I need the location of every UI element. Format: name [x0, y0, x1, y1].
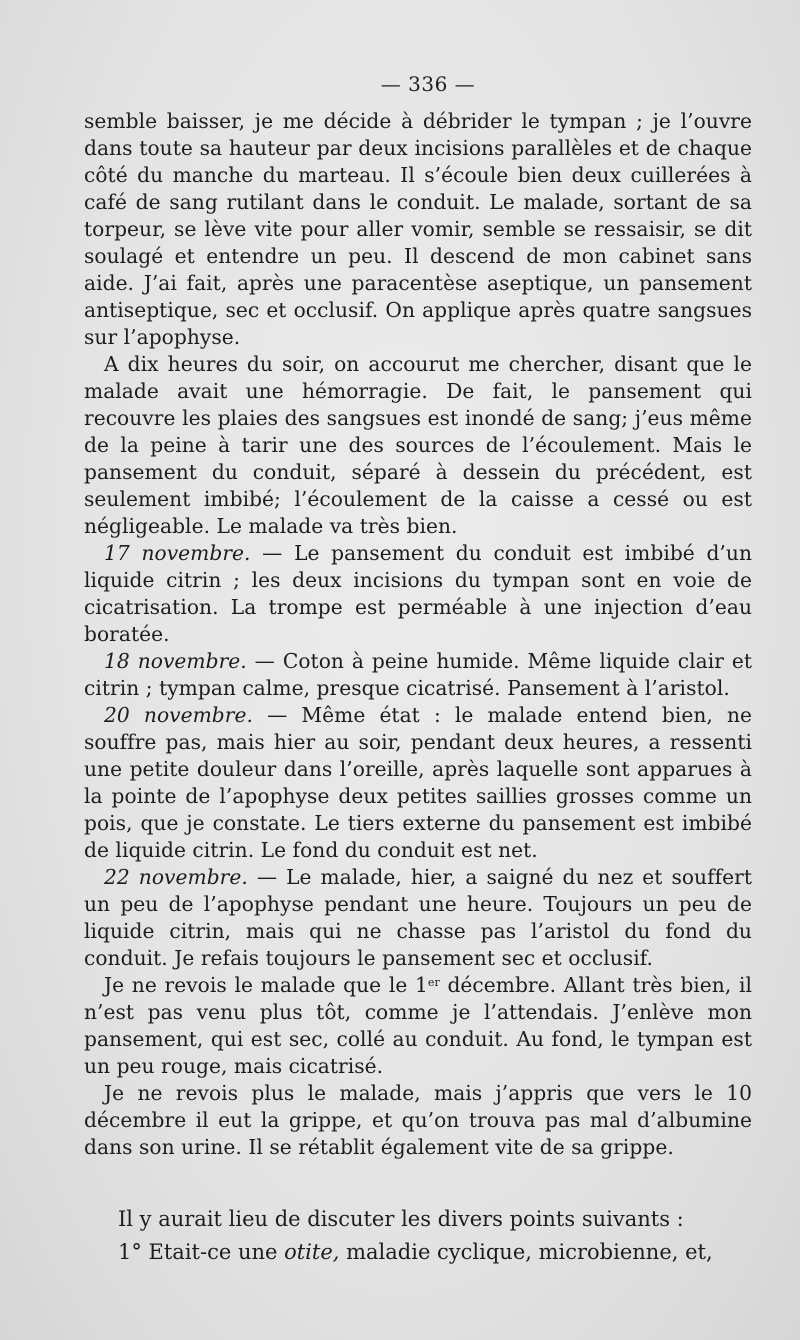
paragraph-2: [84, 351, 752, 540]
discussion-heading: Il y aurait lieu de discuter les divers points suivants :: [118, 1207, 684, 1231]
entry-20-novembre: [84, 702, 752, 864]
paragraph-text: Je ne revois plus le malade, mais j’appris que vers le 10 décembre il eut la grippe, et qu’on trouva pas mal d’albumine dans son urine. Il se rétablit également vite de sa grippe.: [84, 1081, 752, 1159]
discussion-section: [84, 1203, 752, 1269]
item-prefix: 1° Etait-ce une: [118, 1240, 285, 1264]
paragraph-text-rest: décembre. Allant très bien, il n’est pas venu plus tôt, comme je l’attendais. J’enlève mon pansement, qui est sec, collé au conduit. Au fond, le tympan est un peu rouge, mais cicatrisé.: [84, 973, 752, 1078]
entry-text: — Le pansement du conduit est imbibé d’un liquide citrin ; les deux incisions du tympan sont en voie de cicatrisation. La trompe est perméable à une injection d’eau boratée.: [84, 541, 753, 646]
entry-text: — Même état : le malade entend bien, ne souffre pas, mais hier au soir, pendant deux heures, a ressenti une petite douleur dans l’oreille, après laquelle sont apparues à la pointe de l’apophyse deux petites saillies grosses comme un pois, que je constate. Le tiers externe du pansement est imbibé de liquide citrin. Le fond du conduit est net.: [84, 703, 752, 862]
paragraph-decembre: [84, 972, 752, 1080]
section-gap: [84, 1161, 752, 1203]
entry-17-novembre: [84, 540, 752, 648]
page-number: — 336 —: [380, 72, 476, 96]
paragraph-text-start: Je ne revois le malade que le 1: [104, 973, 428, 997]
entry-date: 20 novembre.: [104, 703, 253, 727]
entry-date: 18 novembre.: [104, 649, 247, 673]
entry-18-novembre: [84, 648, 752, 702]
paragraph-text: semble baisser, je me décide à débrider le tympan ; je l’ouvre dans toute sa hauteur par deux incisions parallèles et de chaque côté du manche du marteau. Il s’écoule bien deux cuillerées à café de sang rutilant dans le conduit. Le malade, sortant de sa torpeur, se lève vite pour aller vomir, semble se ressaisir, se dit soulagé et entendre un peu. Il descend de mon cabinet sans aide. J’ai fait, après une paracentèse aseptique, un pansement antiseptique, sec et occlusif. On applique après quatre sangsues sur l’apophyse.: [84, 109, 752, 349]
item-italic: otite,: [284, 1240, 340, 1264]
entry-text: — Le malade, hier, a saigné du nez et souffert un peu de l’apophyse pendant une heure. Toujours un peu de liquide citrin, mais qui ne chasse pas l’aristol du fond du conduit. Je refais toujours le pansement sec et occlusif.: [84, 865, 753, 970]
item-rest: maladie cyclique, microbienne, et,: [339, 1240, 713, 1264]
entry-date: 22 novembre.: [104, 865, 248, 889]
entry-date: 17 novembre.: [104, 541, 251, 565]
ordinal-superscript: er: [427, 976, 440, 989]
body-text: [84, 108, 752, 1161]
entry-22-novembre: [84, 864, 752, 972]
paragraph-text: A dix heures du soir, on accourut me chercher, disant que le malade avait une hémorragie. De fait, le pansement qui recouvre les plaies des sangsues est inondé de sang; j’eus même de la peine à tarir une des sources de l’écoulement. Mais le pansement du conduit, séparé à dessein du précédent, est seulement imbibé; l’écoulement de la caisse a cessé ou est négligeable. Le malade va très bien.: [84, 352, 752, 538]
discussion-item-1: [118, 1236, 752, 1269]
paragraph-1: [84, 108, 752, 351]
entry-text: — Coton à peine humide. Même liquide clair et citrin ; tympan calme, presque cicatrisé. Pansement à l’aristol.: [84, 649, 752, 700]
paragraph-grippe: [84, 1080, 752, 1161]
